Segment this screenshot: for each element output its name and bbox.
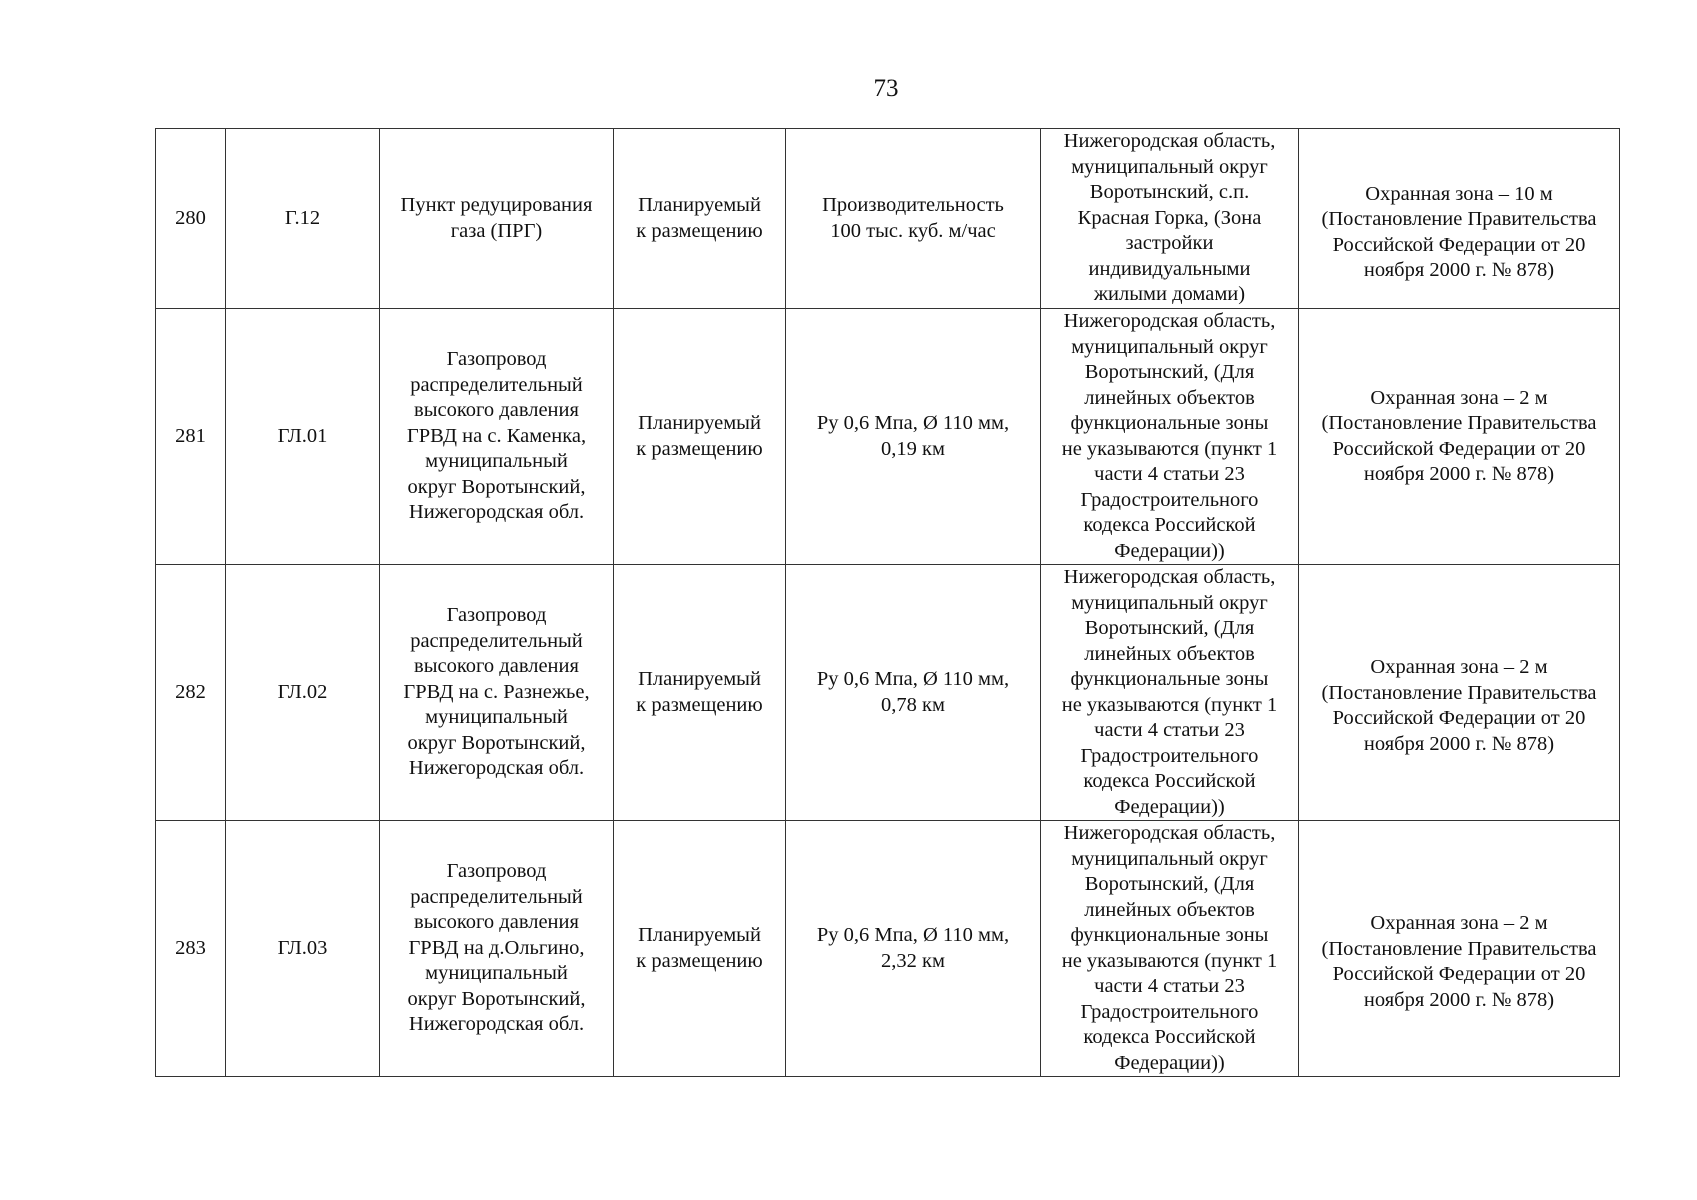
cell-protection-zone: Охранная зона – 2 м (Постановление Правительства Российской Федерации от 20 ноября 2000 г. № 878): [1299, 821, 1620, 1077]
cell-characteristics: Производительность 100 тыс. куб. м/час: [786, 129, 1041, 309]
table-row: [156, 129, 1620, 309]
table-row: [156, 821, 1620, 1077]
cell-code: ГЛ.03: [226, 821, 380, 1077]
cell-characteristics: Ру 0,6 Мпа, Ø 110 мм, 0,19 км: [786, 309, 1041, 565]
table-row: [156, 565, 1620, 821]
cell-protection-zone: Охранная зона – 2 м (Постановление Правительства Российской Федерации от 20 ноября 2000 г. № 878): [1299, 565, 1620, 821]
cell-code: ГЛ.02: [226, 565, 380, 821]
cell-status: Планируемый к размещению: [614, 565, 786, 821]
cell-location: Нижегородская область, муниципальный округ Воротынский, (Для линейных объектов функциональные зоны не указываются (пункт 1 части 4 статьи 23 Градостроительного кодекса Российской Федерации)): [1041, 309, 1299, 565]
cell-characteristics: Ру 0,6 Мпа, Ø 110 мм, 2,32 км: [786, 821, 1041, 1077]
cell-object-name: Газопровод распределительный высокого давления ГРВД на с. Разнежье, муниципальный округ Воротынский, Нижегородская обл.: [380, 565, 614, 821]
cell-location: Нижегородская область, муниципальный округ Воротынский, (Для линейных объектов функциональные зоны не указываются (пункт 1 части 4 статьи 23 Градостроительного кодекса Российской Федерации)): [1041, 821, 1299, 1077]
cell-code: ГЛ.01: [226, 309, 380, 565]
cell-protection-zone: Охранная зона – 10 м (Постановление Правительства Российской Федерации от 20 ноября 2000 г. № 878): [1299, 129, 1620, 309]
cell-object-name: Газопровод распределительный высокого давления ГРВД на с. Каменка, муниципальный округ Воротынский, Нижегородская обл.: [380, 309, 614, 565]
cell-number: 283: [156, 821, 226, 1077]
cell-object-name: Пункт редуцирования газа (ПРГ): [380, 129, 614, 309]
cell-number: 282: [156, 565, 226, 821]
cell-code: Г.12: [226, 129, 380, 309]
cell-number: 280: [156, 129, 226, 309]
cell-number: 281: [156, 309, 226, 565]
page-number: 73: [873, 75, 899, 102]
cell-characteristics: Ру 0,6 Мпа, Ø 110 мм, 0,78 км: [786, 565, 1041, 821]
objects-table: [155, 128, 1620, 1077]
cell-status: Планируемый к размещению: [614, 129, 786, 309]
cell-location: Нижегородская область, муниципальный округ Воротынский, с.п. Красная Горка, (Зона застройки индивидуальными жилыми домами): [1041, 129, 1299, 309]
cell-protection-zone: Охранная зона – 2 м (Постановление Правительства Российской Федерации от 20 ноября 2000 г. № 878): [1299, 309, 1620, 565]
cell-location: Нижегородская область, муниципальный округ Воротынский, (Для линейных объектов функциональные зоны не указываются (пункт 1 части 4 статьи 23 Градостроительного кодекса Российской Федерации)): [1041, 565, 1299, 821]
table-row: [156, 309, 1620, 565]
cell-object-name: Газопровод распределительный высокого давления ГРВД на д.Ольгино, муниципальный округ Воротынский, Нижегородская обл.: [380, 821, 614, 1077]
cell-status: Планируемый к размещению: [614, 821, 786, 1077]
cell-status: Планируемый к размещению: [614, 309, 786, 565]
